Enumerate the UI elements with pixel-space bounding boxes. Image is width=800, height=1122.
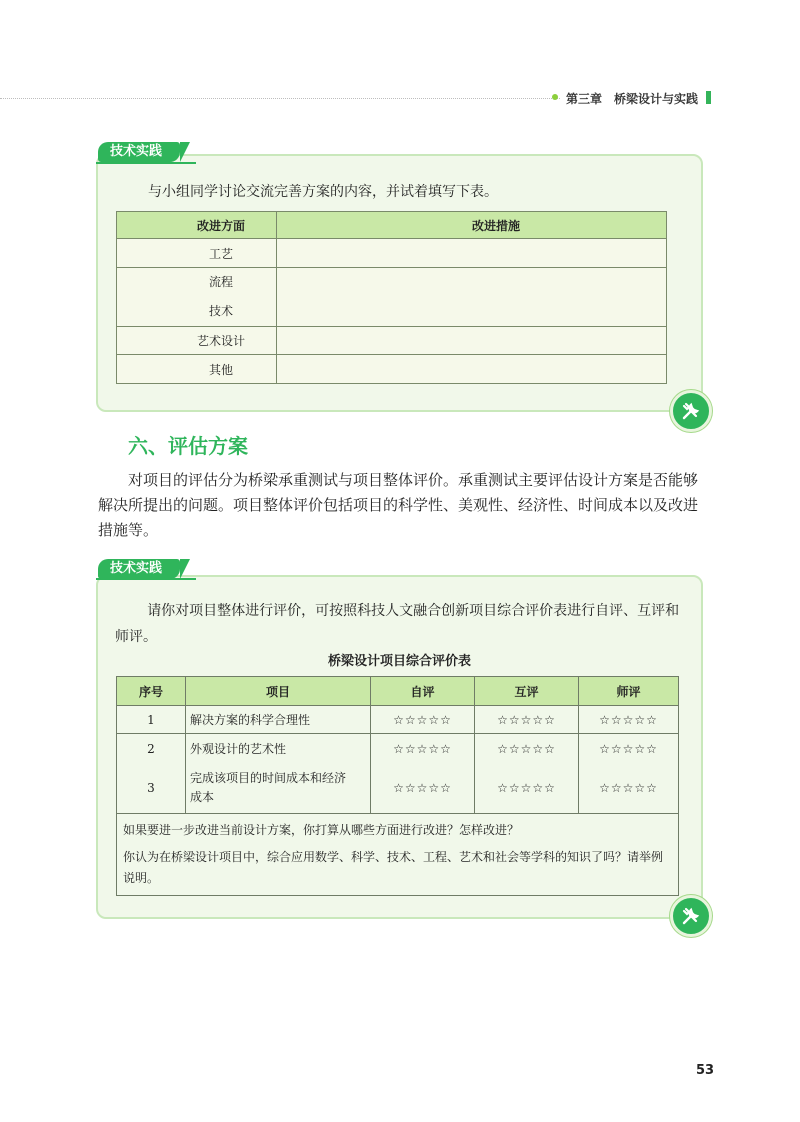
peer-rating-stars[interactable]: ☆☆☆☆☆ [475,706,579,734]
table-title: 桥梁设计项目综合评价表 [328,654,472,669]
table-cell[interactable] [277,327,667,355]
row-item: 外观设计的艺术性 [186,734,371,764]
column-header: 师评 [579,677,679,706]
evaluation-table [116,676,679,896]
row-number: 2 [117,734,186,764]
table-cell: 艺术设计 [117,327,277,355]
table-cell[interactable] [277,239,667,268]
improvement-table [116,211,667,384]
header-bar [706,91,711,104]
questions-cell [117,814,679,896]
row-label: 流程 [209,275,234,289]
page-number: 53 [696,1063,715,1078]
practice-tag-2: 技术实践 [98,559,180,579]
row-item: 完成该项目的时间成本和经济成本 [186,764,371,814]
teacher-rating-stars[interactable]: ☆☆☆☆☆ [579,734,679,764]
row-item: 解决方案的科学合理性 [186,706,371,734]
tools-badge-icon [670,895,712,937]
table-header-row [117,677,679,706]
table-cell [117,268,277,327]
teacher-rating-stars[interactable]: ☆☆☆☆☆ [579,764,679,814]
chapter-title: 第三章 桥梁设计与实践 [566,92,699,106]
table-cell[interactable] [277,268,667,327]
header-rule [0,98,560,99]
column-header: 序号 [117,677,186,706]
table-cell: 工艺 [117,239,277,268]
table-row [117,764,679,814]
table-cell: 其他 [117,355,277,384]
question-2: 你认为在桥梁设计项目中，综合应用数学、科学、技术、工程、艺术和社会等学科的知识了吗？请举例说明。 [123,850,664,885]
section-title: 六、评估方案 [128,434,248,458]
column-header: 互评 [475,677,579,706]
column-header: 项目 [186,677,371,706]
peer-rating-stars[interactable]: ☆☆☆☆☆ [475,764,579,814]
table-row [117,814,679,896]
row-label: 技术 [209,304,234,318]
table-row [117,239,667,268]
table-row [117,268,667,327]
peer-rating-stars[interactable]: ☆☆☆☆☆ [475,734,579,764]
practice-2-intro: 请你对项目整体进行评价，可按照科技人文融合创新项目综合评价表进行自评、互评和师评。 [115,603,680,645]
column-header: 自评 [371,677,475,706]
row-number: 1 [117,706,186,734]
question-1: 如果要进一步改进当前设计方案，你打算从哪些方面进行改进？怎样改进？ [123,823,520,837]
table-cell[interactable] [277,355,667,384]
practice-tag-line-1 [96,162,196,164]
table-row [117,327,667,355]
column-header: 改进方面 [117,212,277,239]
table-row [117,355,667,384]
section-paragraph: 对项目的评估分为桥梁承重测试与项目整体评价。承重测试主要评估设计方案是否能够解决所提出的问题。项目整体评价包括项目的科学性、美观性、经济性、时间成本以及改进措施等。 [98,471,699,539]
header-dot-icon [552,94,558,100]
practice-1-intro: 与小组同学讨论交流完善方案的内容，并试着填写下表。 [148,184,498,200]
tools-badge-icon [670,390,712,432]
self-rating-stars[interactable]: ☆☆☆☆☆ [371,706,475,734]
table-row [117,706,679,734]
practice-tag-1: 技术实践 [98,142,180,162]
table-row [117,734,679,764]
teacher-rating-stars[interactable]: ☆☆☆☆☆ [579,706,679,734]
column-header: 改进措施 [277,212,667,239]
self-rating-stars[interactable]: ☆☆☆☆☆ [371,734,475,764]
row-number: 3 [117,764,186,814]
table-header-row [117,212,667,239]
self-rating-stars[interactable]: ☆☆☆☆☆ [371,764,475,814]
